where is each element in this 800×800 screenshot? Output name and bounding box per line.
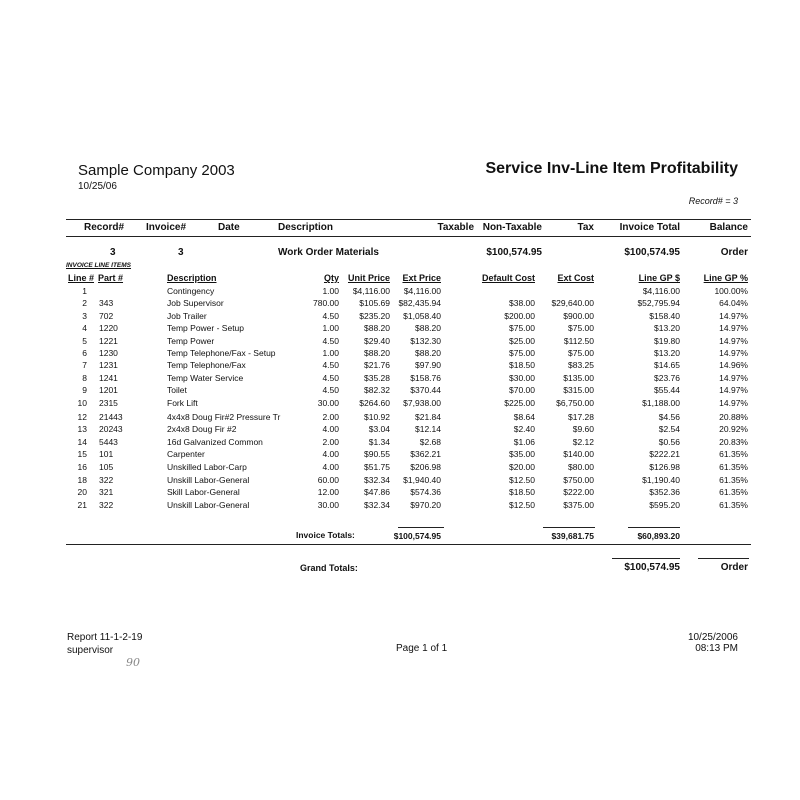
- cell-line-gp: $13.20: [654, 348, 680, 358]
- grand-total-invoice: $100,574.95: [624, 562, 680, 573]
- cell-unit-price: $4,116.00: [352, 286, 390, 296]
- cell-line-number: 4: [82, 323, 87, 333]
- cell-unit-price: $21.76: [364, 360, 390, 370]
- cell-default-cost: $18.50: [509, 360, 535, 370]
- summary-invoice-total: $100,574.95: [624, 247, 680, 258]
- cell-part-number: 20243: [99, 424, 123, 434]
- cell-qty: 780.00: [313, 298, 339, 308]
- cell-ext-cost: $83.25: [568, 360, 594, 370]
- cell-part-number: 1221: [99, 336, 118, 346]
- cell-default-cost: $70.00: [509, 385, 535, 395]
- cell-line-number: 12: [77, 412, 87, 422]
- cell-line-gp-pct: 61.35%: [719, 462, 748, 472]
- cell-ext-cost: $29,640.00: [551, 298, 594, 308]
- invoice-total-line-gp: $60,893.20: [637, 531, 680, 541]
- line-header-line-gp-pct: Line GP %: [703, 273, 748, 283]
- cell-ext-price: $370.44: [410, 385, 441, 395]
- cell-description: Contingency: [167, 286, 215, 296]
- cell-line-gp: $158.40: [649, 311, 680, 321]
- cell-ext-price: $88.20: [415, 348, 441, 358]
- cell-qty: 30.00: [317, 500, 339, 510]
- cell-line-gp-pct: 61.35%: [719, 487, 748, 497]
- cell-default-cost: $35.00: [509, 449, 535, 459]
- cell-part-number: 1201: [99, 385, 118, 395]
- col-header-tax: Tax: [577, 222, 594, 233]
- cell-ext-price: $12.14: [415, 424, 441, 434]
- cell-line-gp: $4,116.00: [642, 286, 680, 296]
- invoice-total-line-gp-rule: [628, 527, 680, 528]
- line-header-default-cost: Default Cost: [481, 273, 535, 283]
- cell-part-number: 21443: [99, 412, 123, 422]
- cell-line-gp: $13.20: [654, 323, 680, 333]
- cell-unit-price: $47.86: [364, 487, 390, 497]
- col-header-balance: Balance: [709, 222, 748, 233]
- cell-ext-cost: $140.00: [563, 449, 594, 459]
- cell-line-number: 15: [77, 449, 87, 459]
- cell-line-gp-pct: 20.92%: [719, 424, 748, 434]
- cell-line-gp: $1,190.40: [642, 475, 680, 485]
- summary-invoice: 3: [178, 247, 184, 258]
- col-header-date: Date: [218, 222, 240, 233]
- col-header-invoice-total: Invoice Total: [619, 222, 680, 233]
- cell-qty: 2.00: [322, 412, 339, 422]
- cell-qty: 1.00: [322, 323, 339, 333]
- cell-unit-price: $1.34: [368, 437, 390, 447]
- cell-part-number: 702: [99, 311, 114, 321]
- cell-description: Unskill Labor-General: [167, 500, 250, 510]
- cell-description: Temp Telephone/Fax - Setup: [167, 348, 276, 358]
- col-header-non-taxable: Non-Taxable: [482, 222, 542, 233]
- cell-line-gp: $126.98: [649, 462, 680, 472]
- cell-description: Fork Lift: [167, 398, 198, 408]
- cell-qty: 1.00: [322, 348, 339, 358]
- cell-line-gp-pct: 61.35%: [719, 449, 748, 459]
- cell-ext-price: $132.30: [410, 336, 441, 346]
- cell-unit-price: $264.60: [359, 398, 390, 408]
- cell-default-cost: $12.50: [509, 475, 535, 485]
- cell-line-gp: $2.54: [658, 424, 680, 434]
- line-items-label: INVOICE LINE ITEMS: [66, 262, 132, 269]
- cell-line-gp-pct: 61.35%: [719, 475, 748, 485]
- cell-description: Toilet: [167, 385, 187, 395]
- footer-user: supervisor: [67, 645, 114, 656]
- cell-unit-price: $105.69: [359, 298, 390, 308]
- cell-ext-price: $1,940.40: [403, 475, 441, 485]
- cell-line-number: 14: [77, 437, 87, 447]
- cell-unit-price: $32.34: [364, 475, 390, 485]
- cell-part-number: 321: [99, 487, 114, 497]
- cell-qty: 60.00: [317, 475, 339, 485]
- cell-ext-price: $4,116.00: [403, 286, 441, 296]
- cell-default-cost: $1.06: [513, 437, 535, 447]
- footer-report-id: Report 11-1-2-19: [67, 632, 143, 643]
- cell-qty: 4.50: [322, 360, 339, 370]
- line-header-description: Description: [167, 273, 217, 283]
- cell-description: Skill Labor-General: [167, 487, 240, 497]
- cell-line-gp: $19.80: [654, 336, 680, 346]
- handwritten-note: 90: [126, 656, 140, 669]
- cell-unit-price: $82.32: [364, 385, 390, 395]
- cell-line-gp: $0.56: [658, 437, 680, 447]
- cell-default-cost: $25.00: [509, 336, 535, 346]
- cell-ext-cost: $6,750.00: [556, 398, 594, 408]
- cell-line-number: 13: [77, 424, 87, 434]
- cell-ext-price: $362.21: [410, 449, 441, 459]
- cell-ext-price: $970.20: [410, 500, 441, 510]
- cell-ext-cost: $75.00: [568, 323, 594, 333]
- cell-description: Temp Water Service: [167, 373, 244, 383]
- cell-default-cost: $225.00: [504, 398, 535, 408]
- cell-ext-cost: $222.00: [563, 487, 594, 497]
- cell-ext-price: $7,938.00: [403, 398, 441, 408]
- cell-line-number: 8: [82, 373, 87, 383]
- summary-description: Work Order Materials: [278, 247, 379, 258]
- cell-line-number: 18: [77, 475, 87, 485]
- cell-line-gp: $1,188.00: [642, 398, 680, 408]
- cell-ext-cost: $75.00: [568, 348, 594, 358]
- invoice-total-ext-cost: $39,681.75: [551, 531, 594, 541]
- cell-line-gp: $14.65: [654, 360, 680, 370]
- cell-description: 4x4x8 Doug Fir#2 Pressure Tr: [167, 412, 281, 422]
- summary-record: 3: [110, 247, 116, 258]
- footer-print-date: 10/25/2006: [687, 632, 738, 643]
- cell-default-cost: $2.40: [513, 424, 535, 434]
- cell-unit-price: $32.34: [364, 500, 390, 510]
- cell-qty: 4.50: [322, 385, 339, 395]
- line-header-line: Line #: [68, 273, 95, 283]
- grand-total-balance-rule: [698, 558, 749, 559]
- cell-default-cost: $18.50: [509, 487, 535, 497]
- cell-description: Temp Power: [167, 336, 215, 346]
- summary-non-taxable: $100,574.95: [486, 247, 542, 258]
- cell-ext-cost: $17.28: [568, 412, 594, 422]
- cell-ext-cost: $80.00: [568, 462, 594, 472]
- cell-line-number: 3: [82, 311, 87, 321]
- cell-description: Temp Power - Setup: [167, 323, 245, 333]
- grand-total-invoice-rule: [612, 558, 680, 559]
- cell-ext-price: $158.76: [410, 373, 441, 383]
- cell-ext-price: $82,435.94: [398, 298, 441, 308]
- cell-line-number: 2: [82, 298, 87, 308]
- cell-default-cost: $200.00: [504, 311, 535, 321]
- line-header-part: Part #: [98, 273, 124, 283]
- cell-description: Carpenter: [167, 449, 205, 459]
- cell-default-cost: $8.64: [513, 412, 535, 422]
- cell-line-gp: $55.44: [654, 385, 680, 395]
- cell-line-gp: $52,795.94: [637, 298, 680, 308]
- cell-qty: 4.00: [322, 449, 339, 459]
- cell-description: Job Supervisor: [167, 298, 224, 308]
- report-date: 10/25/06: [78, 181, 117, 192]
- cell-unit-price: $235.20: [359, 311, 390, 321]
- cell-part-number: 101: [99, 449, 114, 459]
- line-header-qty: Qty: [323, 273, 339, 283]
- cell-part-number: 1231: [99, 360, 118, 370]
- cell-line-number: 7: [82, 360, 87, 370]
- cell-qty: 4.50: [322, 336, 339, 346]
- line-header-line-gp: Line GP $: [638, 273, 680, 283]
- cell-unit-price: $3.04: [368, 424, 390, 434]
- cell-qty: 4.50: [322, 373, 339, 383]
- cell-default-cost: $12.50: [509, 500, 535, 510]
- cell-ext-cost: $9.60: [572, 424, 594, 434]
- cell-unit-price: $35.28: [364, 373, 390, 383]
- cell-part-number: 322: [99, 500, 114, 510]
- cell-line-number: 16: [77, 462, 87, 472]
- cell-line-gp: $23.76: [654, 373, 680, 383]
- cell-part-number: 1230: [99, 348, 118, 358]
- report-title: Service Inv-Line Item Profitability: [485, 160, 738, 177]
- cell-line-gp-pct: 14.97%: [719, 336, 748, 346]
- cell-ext-cost: $2.12: [572, 437, 594, 447]
- cell-line-gp-pct: 20.88%: [719, 412, 748, 422]
- cell-qty: 30.00: [317, 398, 339, 408]
- invoice-total-ext-cost-rule: [543, 527, 595, 528]
- cell-part-number: 322: [99, 475, 114, 485]
- invoice-totals-label: Invoice Totals:: [296, 530, 355, 540]
- cell-line-gp-pct: 14.96%: [719, 360, 748, 370]
- cell-part-number: 5443: [99, 437, 118, 447]
- cell-qty: 4.50: [322, 311, 339, 321]
- cell-default-cost: $20.00: [509, 462, 535, 472]
- cell-unit-price: $29.40: [364, 336, 390, 346]
- cell-line-gp: $595.20: [649, 500, 680, 510]
- cell-part-number: 2315: [99, 398, 118, 408]
- cell-unit-price: $88.20: [364, 348, 390, 358]
- cell-part-number: 1220: [99, 323, 118, 333]
- cell-default-cost: $75.00: [509, 323, 535, 333]
- cell-ext-price: $206.98: [410, 462, 441, 472]
- cell-line-gp-pct: 14.97%: [719, 311, 748, 321]
- cell-unit-price: $88.20: [364, 323, 390, 333]
- cell-ext-price: $1,058.40: [403, 311, 441, 321]
- col-header-record: Record#: [84, 222, 125, 233]
- cell-qty: 1.00: [322, 286, 339, 296]
- summary-balance: Order: [720, 247, 748, 258]
- cell-line-gp-pct: 14.97%: [719, 348, 748, 358]
- footer-print-time: 08:13 PM: [695, 643, 738, 654]
- section-end-rule: [66, 544, 751, 545]
- cell-ext-price: $97.90: [415, 360, 441, 370]
- col-header-description: Description: [278, 222, 334, 233]
- cell-description: 2x4x8 Doug Fir #2: [167, 424, 237, 434]
- header-top-rule: [66, 219, 751, 220]
- cell-default-cost: $75.00: [509, 348, 535, 358]
- cell-line-gp: $222.21: [649, 449, 680, 459]
- line-header-ext-cost: Ext Cost: [557, 273, 594, 283]
- line-header-unit-price: Unit Price: [347, 273, 390, 283]
- grand-total-balance: Order: [720, 562, 748, 573]
- line-header-ext-price: Ext Price: [402, 273, 441, 283]
- col-header-taxable: Taxable: [437, 222, 474, 233]
- cell-description: Temp Telephone/Fax: [167, 360, 246, 370]
- cell-ext-cost: $750.00: [563, 475, 594, 485]
- cell-line-number: 9: [82, 385, 87, 395]
- invoice-total-ext-price-rule: [398, 527, 444, 528]
- cell-ext-cost: $135.00: [563, 373, 594, 383]
- cell-ext-price: $21.84: [415, 412, 441, 422]
- cell-line-gp-pct: 20.83%: [719, 437, 748, 447]
- cell-part-number: 1241: [99, 373, 118, 383]
- cell-line-gp-pct: 14.97%: [719, 398, 748, 408]
- cell-ext-price: $2.68: [419, 437, 441, 447]
- cell-line-number: 6: [82, 348, 87, 358]
- cell-ext-price: $88.20: [415, 323, 441, 333]
- cell-line-gp-pct: 64.04%: [719, 298, 748, 308]
- cell-description: Unskill Labor-General: [167, 475, 250, 485]
- cell-line-gp-pct: 14.97%: [719, 385, 748, 395]
- cell-description: 16d Galvanized Common: [167, 437, 263, 447]
- cell-line-gp-pct: 61.35%: [719, 500, 748, 510]
- cell-line-gp-pct: 14.97%: [719, 373, 748, 383]
- cell-line-number: 21: [77, 500, 87, 510]
- cell-ext-cost: $315.00: [563, 385, 594, 395]
- company-name: Sample Company 2003: [78, 162, 235, 179]
- cell-description: Unskilled Labor-Carp: [167, 462, 247, 472]
- cell-qty: 4.00: [322, 462, 339, 472]
- cell-line-gp-pct: 14.97%: [719, 323, 748, 333]
- cell-line-gp: $352.36: [649, 487, 680, 497]
- cell-ext-cost: $112.50: [563, 336, 594, 346]
- cell-default-cost: $30.00: [509, 373, 535, 383]
- cell-ext-cost: $900.00: [563, 311, 594, 321]
- record-filter-note: Record# = 3: [688, 196, 738, 206]
- header-bottom-rule: [66, 236, 751, 237]
- grand-totals-label: Grand Totals:: [300, 563, 358, 573]
- cell-line-number: 10: [77, 398, 87, 408]
- cell-unit-price: $51.75: [364, 462, 390, 472]
- col-header-invoice: Invoice#: [146, 222, 187, 233]
- cell-part-number: 105: [99, 462, 114, 472]
- cell-unit-price: $10.92: [364, 412, 390, 422]
- cell-qty: 12.00: [317, 487, 339, 497]
- invoice-total-ext-price: $100,574.95: [393, 531, 441, 541]
- cell-line-number: 20: [77, 487, 87, 497]
- cell-ext-cost: $375.00: [563, 500, 594, 510]
- cell-line-gp: $4.56: [658, 412, 680, 422]
- cell-line-number: 5: [82, 336, 87, 346]
- cell-qty: 2.00: [322, 437, 339, 447]
- cell-part-number: 343: [99, 298, 114, 308]
- footer-page-number: Page 1 of 1: [396, 643, 448, 654]
- cell-line-gp-pct: 100.00%: [714, 286, 748, 296]
- cell-description: Job Trailer: [167, 311, 207, 321]
- cell-line-number: 1: [82, 286, 87, 296]
- cell-qty: 4.00: [322, 424, 339, 434]
- cell-default-cost: $38.00: [509, 298, 535, 308]
- cell-unit-price: $90.55: [364, 449, 390, 459]
- cell-ext-price: $574.36: [410, 487, 441, 497]
